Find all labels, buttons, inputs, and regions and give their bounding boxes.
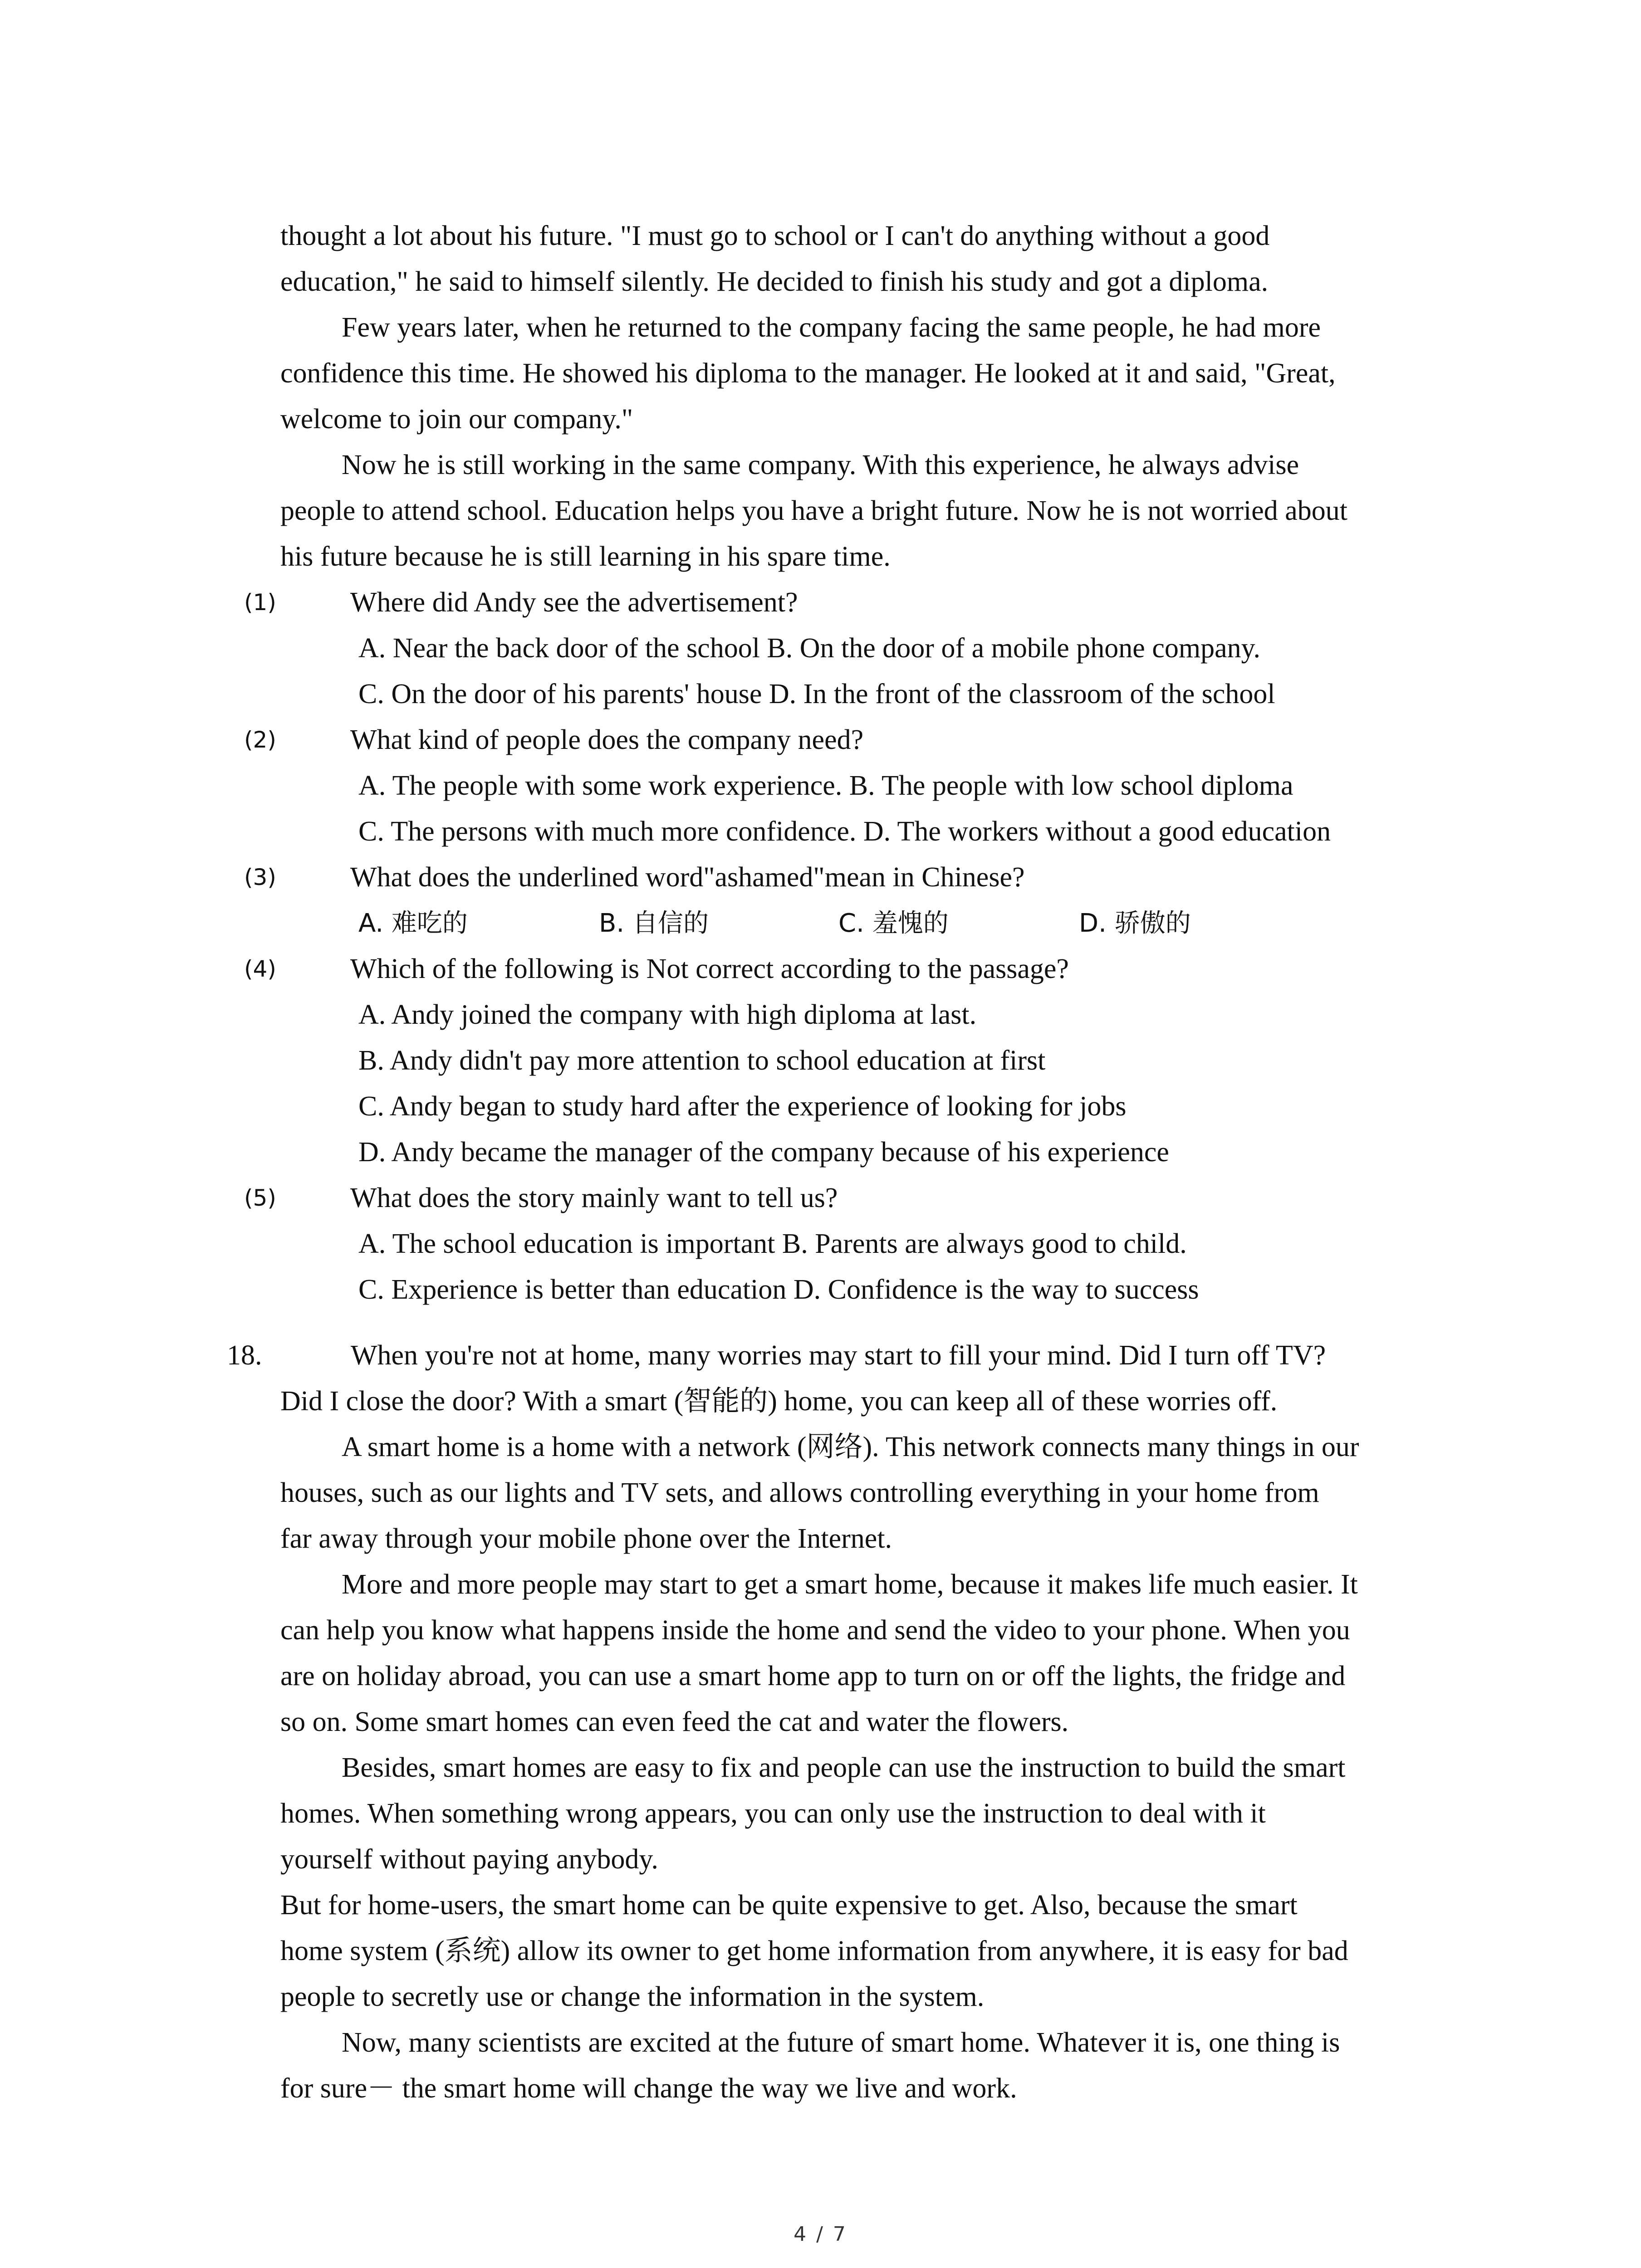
option-line [280,763,1460,809]
passage-line: home system (系统) allow its owner to get home information from anywhere, it is easy for bad [280,1936,1348,1966]
option-text: C. On the door of his parents' house D. In the front of the classroom of the school [358,679,1275,709]
option-text: A. The people with some work experience. B. The people with low school diploma [358,770,1293,801]
passage-line: far away through your mobile phone over the Internet. [280,1523,892,1554]
option-text: A. The school education is important B. Parents are always good to child. [358,1228,1187,1259]
section-18-heading [227,1333,1460,1378]
question-text: Which of the following is Not correct according to the passage? [350,953,1069,984]
page-number: 4 / 7 [794,2223,847,2246]
question-number: (3) [244,864,276,890]
option-line [280,1267,1460,1313]
passage-line: yourself without paying anybody. [280,1844,658,1875]
option-b: B. 自信的 [599,909,709,938]
option-d: D. 骄傲的 [1079,909,1191,938]
passage-line: Besides, smart homes are easy to fix and people can use the instruction to build the smart [342,1752,1346,1783]
passage-line: Did I close the door? With a smart (智能的) home, you can keep all of these worries off. [280,1386,1278,1417]
passage-line: thought a lot about his future. "I must go to school or I can't do anything without a good [280,220,1270,251]
option-a: A. 难吃的 [358,909,468,938]
option-text: C. The persons with much more confidence. D. The workers without a good education [358,816,1331,847]
passage-line: confidence this time. He showed his diploma to the manager. He looked at it and said, "Great, [280,358,1336,389]
option-text: A. Andy joined the company with high diploma at last. [358,999,977,1030]
question-text: What does the underlined word"ashamed"mean in Chinese? [350,862,1025,893]
passage-line: his future because he is still learning in his spare time. [280,541,891,572]
passage-line: Few years later, when he returned to the company facing the same people, he had more [342,312,1321,343]
passage-line: education," he said to himself silently. He decided to finish his study and got a diploma. [280,266,1269,297]
option-text: B. Andy didn't pay more attention to school education at first [358,1045,1046,1076]
passage-line: so on. Some smart homes can even feed the cat and water the flowers. [280,1706,1069,1737]
passage-line: But for home-users, the smart home can be quite expensive to get. Also, because the smart [280,1890,1298,1921]
passage-line: A smart home is a home with a network (网络). This network connects many things in our [342,1432,1359,1462]
option-line [280,626,1460,671]
passage-line: welcome to join our company." [280,404,633,435]
option-c: C. 羞愧的 [838,909,949,938]
option-line [280,900,1460,946]
page-content [227,213,1460,2112]
passage-line: Now he is still working in the same company. With this experience, he always advise [342,450,1299,480]
question-text: What kind of people does the company need? [350,724,864,755]
passage-line: houses, such as our lights and TV sets, and allows controlling everything in your home from [280,1477,1319,1508]
question-1 [244,580,1460,626]
question-text: What does the story mainly want to tell us? [350,1183,838,1213]
passage-line: can help you know what happens inside the home and send the video to your phone. When you [280,1615,1350,1646]
option-line [280,1084,1460,1129]
question-3 [244,855,1460,900]
option-line [280,1221,1460,1267]
option-line [280,671,1460,717]
question-number: (4) [244,956,276,982]
question-number: (2) [244,727,276,753]
section-number: 18. [227,1340,262,1371]
question-number: (5) [244,1185,276,1211]
passage-line: More and more people may start to get a smart home, because it makes life much easier. It [342,1569,1358,1600]
passage-line: homes. When something wrong appears, you can only use the instruction to deal with it [280,1798,1266,1829]
passage-line: When you're not at home, many worries may start to fill your mind. Did I turn off TV? [351,1340,1326,1371]
option-line [280,1038,1460,1084]
question-4 [244,946,1460,992]
option-line [280,992,1460,1038]
option-line [280,809,1460,855]
option-text: C. Andy began to study hard after the experience of looking for jobs [358,1091,1127,1122]
passage-line: people to attend school. Education helps you have a bright future. Now he is not worried about [280,495,1347,526]
question-2 [244,717,1460,763]
option-text: A. Near the back door of the school B. On the door of a mobile phone company. [358,633,1261,664]
option-text: C. Experience is better than education D. Confidence is the way to success [358,1274,1199,1305]
passage-line: Now, many scientists are excited at the future of smart home. Whatever it is, one thing is [342,2027,1340,2058]
passage-line: are on holiday abroad, you can use a smart home app to turn on or off the lights, the fridge and [280,1661,1346,1691]
question-5 [244,1175,1460,1221]
passage-line: people to secretly use or change the information in the system. [280,1981,985,2012]
option-line [280,1129,1460,1175]
question-number: (1) [244,589,276,616]
question-text: Where did Andy see the advertisement? [350,587,798,618]
passage-line: for sure－ the smart home will change the way we live and work. [280,2073,1017,2104]
option-text: D. Andy became the manager of the company because of his experience [358,1137,1169,1168]
